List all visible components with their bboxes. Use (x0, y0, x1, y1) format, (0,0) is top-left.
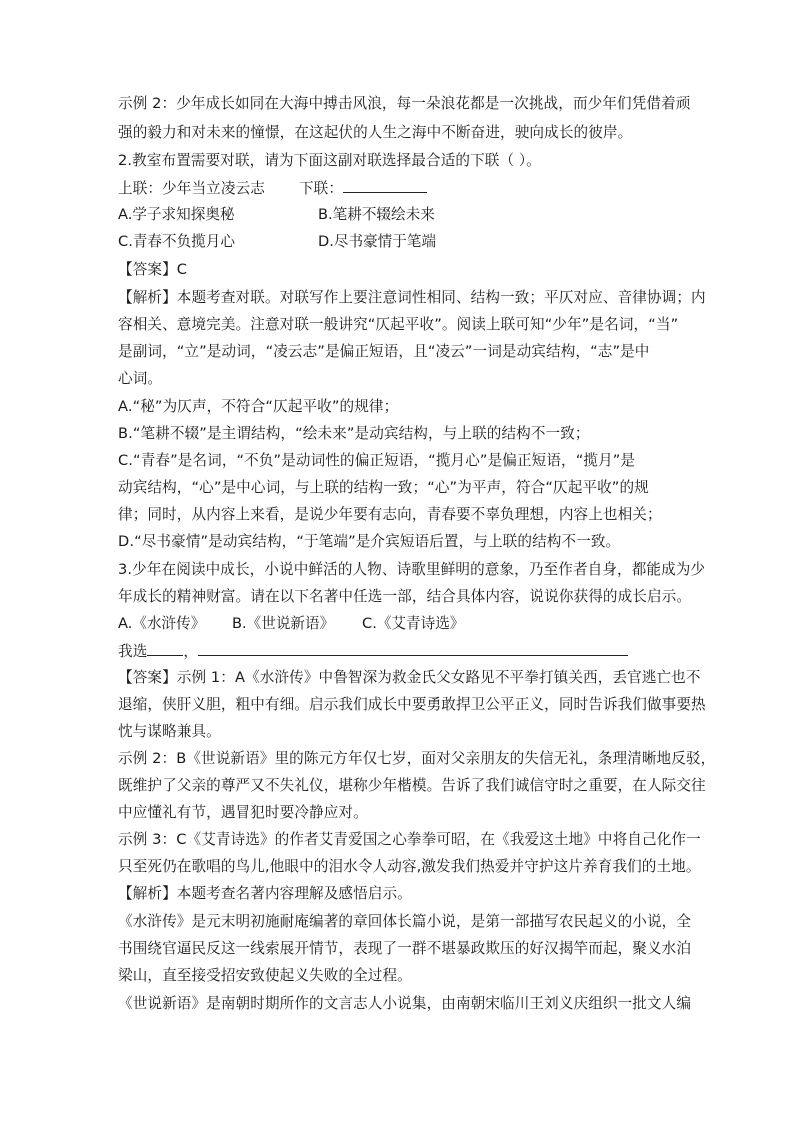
q3-answer-line: 既维护了父亲的尊严又不失礼仪，堪称少年楷模。告诉了我们诚信守时之重要，在人际交往 (118, 777, 706, 794)
q2-analysis-line: C.“青春”是名词，“不负”是动词性的偏正短语，“揽月心”是偏正短语，“揽月”是 (118, 452, 636, 469)
q3-answer-line: 只至死仍在歌唱的鸟儿,他眼中的泪水令人动容,激发我们热爱并守护这片养育我们的土地。 (118, 858, 701, 875)
q2-analysis-line: 是副词，“立”是动词，“凌云志”是偏正短语，且“凌云”一词是动宾结构，“志”是中 (118, 343, 650, 360)
upper-couplet: 上联：少年当立凌云志 (118, 180, 265, 197)
q3-analysis-line: 梁山，直至接受招安致使起义失败的全过程。 (118, 967, 412, 984)
q2-analysis-line: A.“秘”为仄声，不符合“仄起平收”的规律； (118, 398, 399, 415)
choose-label: 我选 (118, 643, 148, 660)
q3-answer-line: 中应懂礼有节，遇冒犯时要冷静应对。 (118, 804, 368, 821)
q2-analysis-line: 心词。 (118, 370, 163, 387)
q2-analysis-line: 律；同时，从内容上来看，是说少年要有志向，青春要不辜负理想，内容上也相关； (118, 506, 662, 523)
q3-option-b: B.《世说新语》 (232, 615, 335, 632)
q3-option-c: C.《艾青诗选》 (362, 615, 465, 632)
q2-option-a: A.学子求知探奥秘 (118, 206, 235, 223)
q2-analysis-line: 【解析】本题考查对联。对联写作上要注意词性相同、结构一致；平仄对应、音律协调；内 (118, 289, 706, 306)
example-2-line-2: 强的毅力和对未来的憧憬，在这起伏的人生之海中不断奋进，驶向成长的彼岸。 (118, 124, 633, 141)
q2-analysis-line: 容相关、意境完美。注意对联一般讲究“仄起平收”。阅读上联可知“少年”是名词，“当” (118, 316, 679, 333)
example-2-line-1: 示例 2：少年成长如同在大海中搏击风浪，每一朵浪花都是一次挑战，而少年们凭借着顽 (118, 95, 691, 112)
q3-analysis-line: 《世说新语》是南朝时期所作的文言志人小说集，由南朝宋临川王刘义庆组织一批文人编 (118, 995, 692, 1012)
lower-couplet-label: 下联： (298, 180, 344, 197)
q2-analysis-line: B.“笔耕不辍”是主谓结构，“绘未来”是动宾结构，与上联的结构不一致； (118, 425, 590, 442)
q3-analysis-line: 《水浒传》是元末明初施耐庵编著的章回体长篇小说，是第一部描写农民起义的小说，全 (118, 913, 692, 930)
question-3-stem-line: 3.少年在阅读中成长，小说中鲜活的人物、诗歌里鲜明的意象，乃至作者自身，都能成为少 (118, 561, 706, 578)
q2-option-c: C.青春不负揽月心 (118, 233, 235, 250)
q2-answer: 【答案】C (118, 261, 188, 278)
q3-answer-line: 忱与谋略兼具。 (118, 723, 221, 740)
q2-analysis-line: 动宾结构，“心”是中心词，与上联的结构一致；“心”为平声，符合“仄起平收”的规 (118, 479, 649, 496)
question-3-stem-line: 年成长的精神财富。请在以下名著中任选一部，结合具体内容，说说你获得的成长启示。 (118, 588, 692, 605)
q3-option-a: A.《水浒传》 (118, 615, 206, 632)
choice-line: 我选 ， (118, 641, 628, 662)
q2-option-b: B.笔耕不辍绘未来 (318, 206, 435, 223)
answer-blank[interactable] (198, 641, 628, 656)
question-2-stem: 2.教室布置需要对联，请为下面这副对联选择最合适的下联（ ）。 (118, 152, 541, 169)
choice-blank[interactable] (147, 641, 183, 656)
q2-option-d: D.尽书豪情于笔端 (318, 233, 437, 250)
q3-answer-line: 示例 3：C《艾青诗选》的作者艾青爱国之心拳拳可昭，在《我爱这土地》中将自己化作一 (118, 831, 701, 848)
q3-analysis-line: 【解析】本题考查名著内容理解及感悟启示。 (118, 885, 412, 902)
q3-answer-line: 退缩，侠肝义胆，粗中有细。启示我们成长中要勇敢捍卫公平正义，同时告诉我们做事要热 (118, 696, 706, 713)
q2-analysis-line: D.“尽书豪情”是动宾结构，“于笔端”是介宾短语后置，与上联的结构不一致。 (118, 533, 621, 550)
q3-analysis-line: 书围绕官逼民反这一线索展开情节，表现了一群不堪暴政欺压的好汉揭竿而起，聚义水泊 (118, 940, 692, 957)
lower-couplet-blank[interactable] (343, 178, 427, 193)
couplet-line (118, 178, 427, 199)
q3-answer-line: 【答案】示例 1：A《水浒传》中鲁智深为救金氏父女路见不平拳打镇关西，丢官逃亡也不 (118, 669, 701, 686)
q3-answer-line: 示例 2：B《世说新语》里的陈元方年仅七岁，面对父亲朋友的失信无礼，条理清晰地反驳， (118, 750, 716, 767)
